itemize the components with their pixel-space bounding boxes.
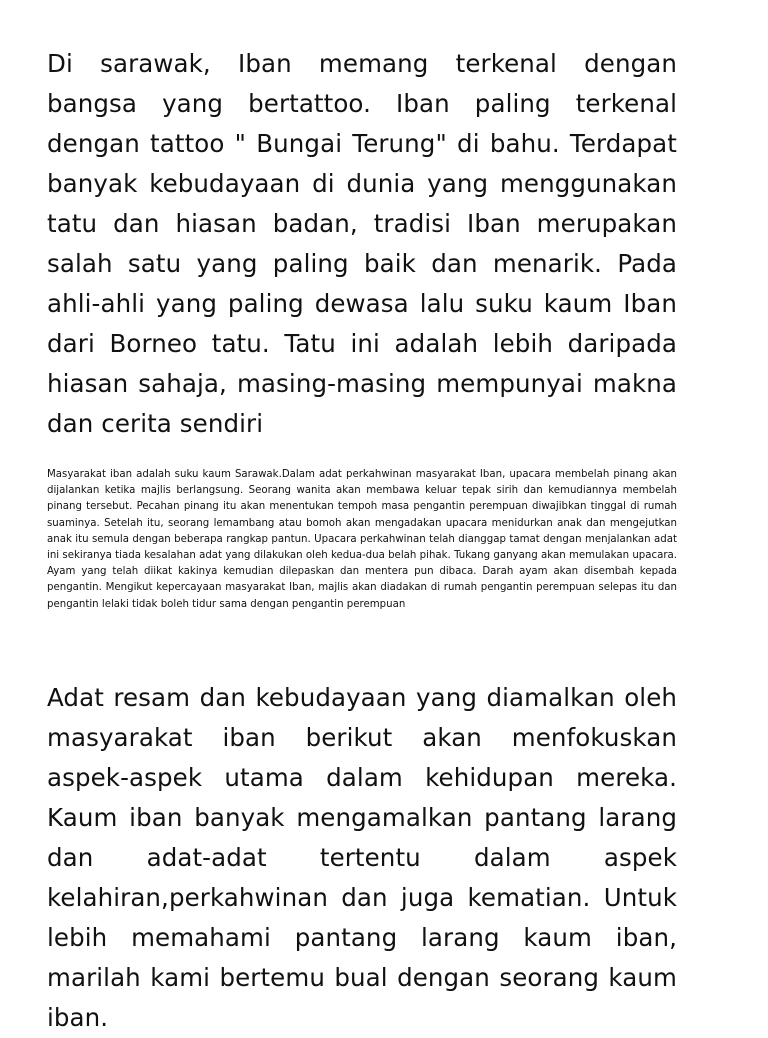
- paragraph-tattoo-tradition: Di sarawak, Iban memang terkenal dengan bangsa yang bertattoo. Iban paling terkenal dengan tattoo " Bungai Terung" di bahu. Terdapat banyak kebudayaan di dunia yang menggunakan tatu dan hiasan badan, tradisi Iban merupakan salah satu yang paling baik dan menarik. Pada ahli-ahli yang paling dewasa lalu suku kaum Iban dari Borneo tatu. Tatu ini adalah lebih daripada hiasan sahaja, masing-masing mempunyai makna dan cerita sendiri: [47, 49, 677, 438]
- paragraph-customs-intro: Adat resam dan kebudayaan yang diamalkan oleh masyarakat iban berikut akan menfokuskan aspek-aspek utama dalam kehidupan mereka. Kaum iban banyak mengamalkan pantang larang dan adat-adat tertentu dalam aspek kelahiran,perkahwinan dan juga kematian. Untuk lebih memahami pantang larang kaum iban, marilah kami bertemu bual dengan seorang kaum iban.: [47, 683, 677, 1032]
- paragraph-wedding-customs: Masyarakat iban adalah suku kaum Sarawak.Dalam adat perkahwinan masyarakat Iban, upacara membelah pinang akan dijalankan ketika majlis berlangsung. Seorang wanita akan membawa keluar tepak sirih dan kemudiannya membelah pinang tersebut. Pecahan pinang itu akan menentukan tempoh masa pengantin perempuan diwajibkan tinggal di rumah suaminya. Setelah itu, seorang lemambang atau bomoh akan mengadakan upacara menidurkan anak dan mengejutkan anak itu semula dengan beberapa rangkap pantun. Upacara perkahwinan telah dianggap tamat dengan menjalankan adat ini sekiranya tiada kesalahan adat yang dilakukan oleh kedua-dua belah pihak. Tukang ganyang akan memulakan upacara. Ayam yang telah diikat kakinya kemudian dilepaskan dan mentera pun dibaca. Darah ayam akan disembah kepada pengantin. Mengikut kepercayaan masyarakat Iban, majlis akan diadakan di rumah pengantin perempuan selepas itu dan pengantin lelaki tidak boleh tidur sama dengan pengantin perempuan: [47, 469, 677, 610]
